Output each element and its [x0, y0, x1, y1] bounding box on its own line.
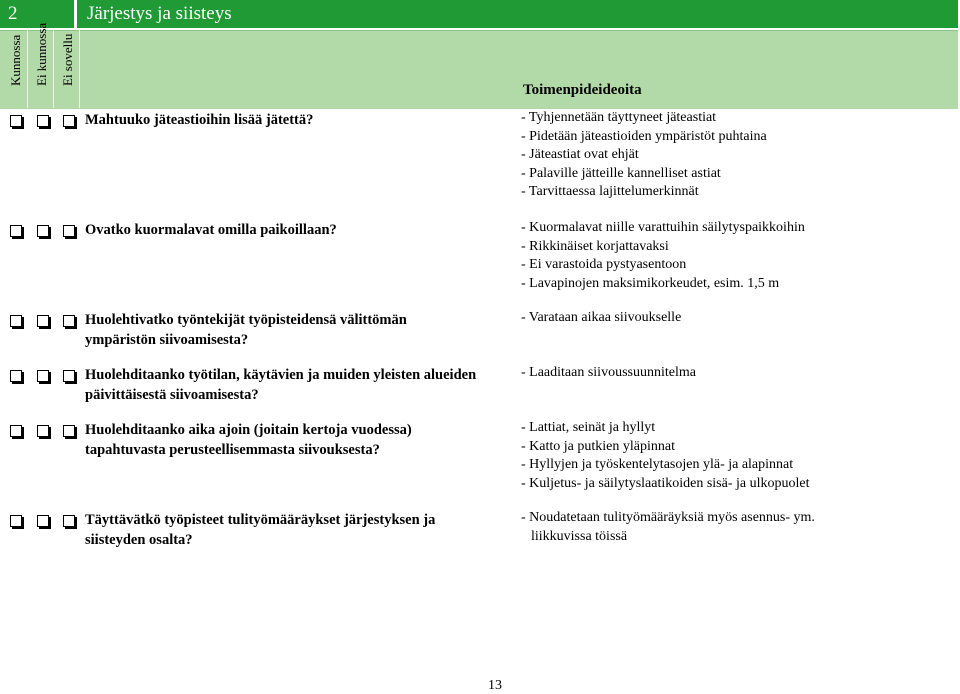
action-idea: - Pidetään jäteastioiden ympäristöt puhtaina: [521, 128, 767, 144]
checkbox-ok[interactable]: [10, 370, 22, 382]
checkbox-ok[interactable]: [10, 225, 22, 237]
action-idea: - Katto ja putkien yläpinnat: [521, 438, 675, 454]
action-idea: - Lavapinojen maksimikorkeudet, esim. 1,5 m: [521, 275, 780, 291]
checkbox-not-ok[interactable]: [37, 370, 49, 382]
section-title: Järjestys ja siisteys: [74, 0, 958, 28]
checkbox-not-ok[interactable]: [37, 425, 49, 437]
checkbox-not-ok[interactable]: [37, 115, 49, 127]
column-header-not-applicable: Ei sovellu: [60, 33, 75, 86]
question-text: Mahtuuko jäteastioihin lisää jätettä?: [85, 112, 314, 128]
action-ideas-list: [521, 364, 951, 383]
action-ideas-list: [521, 509, 951, 546]
question-text: Huolehditaanko työtilan, käytävien ja muiden yleisten alueiden päivittäisestä siivoamisesta?: [85, 367, 477, 403]
action-idea: - Tyhjennetään täyttyneet jäteastiat: [521, 110, 717, 125]
action-ideas-list: [521, 419, 951, 493]
action-idea: - Kuljetus- ja säilytyslaatikoiden sisä- ja ulkopuolet: [521, 475, 810, 491]
action-idea: - Palaville jätteille kannelliset astiat: [521, 165, 721, 181]
checkbox-not-applicable[interactable]: [63, 515, 75, 527]
checkbox-not-applicable[interactable]: [63, 115, 75, 127]
action-idea: - Lattiat, seinät ja hyllyt: [521, 420, 656, 435]
action-idea: - Varataan aikaa siivoukselle: [521, 310, 682, 325]
checkbox-not-applicable[interactable]: [63, 425, 75, 437]
checkbox-not-ok[interactable]: [37, 515, 49, 527]
question-text: Ovatko kuormalavat omilla paikoillaan?: [85, 222, 337, 238]
action-ideas-list: [521, 309, 951, 328]
action-ideas-list: [521, 219, 951, 293]
action-idea: - Noudatetaan tulityömääräyksiä myös asennus- ym.: [521, 510, 815, 525]
section-number: 2: [0, 0, 74, 28]
column-divider: [27, 30, 28, 108]
checkbox-ok[interactable]: [10, 425, 22, 437]
question-text: Huolehditaanko aika ajoin (joitain kertoja vuodessa) tapahtuvasta perusteellisemmasta siivouksesta?: [85, 422, 412, 458]
checkbox-not-applicable[interactable]: [63, 225, 75, 237]
checkbox-not-applicable[interactable]: [63, 370, 75, 382]
checkbox-ok[interactable]: [10, 115, 22, 127]
action-idea: - Kuormalavat niille varattuihin säilytyspaikkoihin: [521, 220, 805, 235]
checkbox-not-applicable[interactable]: [63, 315, 75, 327]
checkbox-not-ok[interactable]: [37, 315, 49, 327]
action-idea: - Ei varastoida pystyasentoon: [521, 257, 687, 272]
action-idea: - Hyllyjen ja työskentelytasojen ylä- ja alapinnat: [521, 457, 794, 472]
action-idea: - Laaditaan siivoussuunnitelma: [521, 365, 696, 380]
checkbox-ok[interactable]: [10, 315, 22, 327]
question-text: Huolehtivatko työntekijät työpisteidensä välittömän ympäristön siivoamisesta?: [85, 312, 407, 348]
action-idea: liikkuvissa töissä: [531, 528, 628, 544]
column-divider: [79, 30, 80, 108]
question-text: Täyttävätkö työpisteet tulityömääräykset järjestyksen ja siisteyden osalta?: [85, 512, 436, 548]
column-header-not-ok: Ei kunnossa: [34, 22, 49, 86]
action-idea: - Rikkinäiset korjattavaksi: [521, 238, 669, 254]
page-number: 13: [488, 678, 502, 693]
action-ideas-list: [521, 109, 951, 202]
checkbox-ok[interactable]: [10, 515, 22, 527]
action-idea: - Tarvittaessa lajittelumerkinnät: [521, 184, 699, 199]
ideas-column-header: Toimenpideideoita: [523, 82, 642, 98]
column-header-ok: Kunnossa: [8, 34, 23, 86]
section-header-bar: [0, 0, 958, 28]
column-header-band: [0, 22, 958, 109]
action-idea: - Jäteastiat ovat ehjät: [521, 147, 639, 162]
checkbox-not-ok[interactable]: [37, 225, 49, 237]
column-divider: [53, 30, 54, 108]
